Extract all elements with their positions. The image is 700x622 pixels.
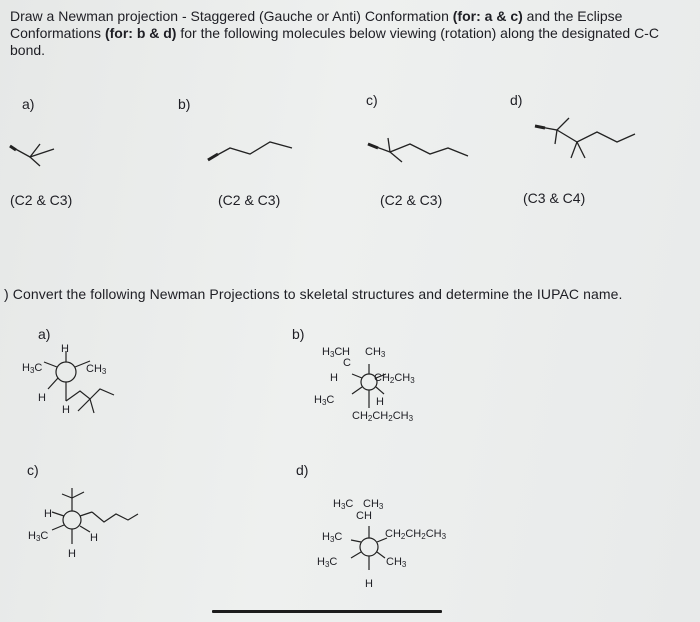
newman-c-back-right: H [90,532,98,544]
newman-b-top-c: C [343,357,351,369]
newman-d-bottom: H [365,578,373,590]
newman-a-right: $CH_3$ [86,363,107,376]
newman-b-top-h: H [342,346,350,358]
newman-a-bottom: H [62,404,70,416]
newman-b-top-group: $H_3C$ [322,346,343,359]
item-b-bond: (C2 & C3) [218,192,281,208]
newman-c-back-left: $H_3C$ [28,530,49,543]
item-b-label: b) [178,96,191,112]
question-2-marker: ) [4,286,9,302]
newman-d-label: d) [296,462,309,478]
newman-a-label: a) [38,326,51,342]
skeletal-structure-d [525,108,645,168]
newman-c-left: H [44,508,52,520]
skeletal-structure-b [200,130,300,170]
newman-d-back-right: $CH_3$ [386,556,407,569]
instructions-part-1: Draw a Newman projection - Staggered (Gauche or Anti) Conformation [10,8,453,24]
instructions-part-2: and the Eclipse Conformations [10,8,623,41]
item-a-label: a) [22,96,35,112]
newman-d-top-ch3: $CH_3$ [363,498,384,511]
newman-d-back-left: $H_3C$ [317,556,338,569]
instructions-text [10,8,690,59]
newman-b-top-ch3: $CH_3$ [365,346,386,359]
newman-c-bottom: H [68,548,76,560]
newman-d-right: $CH_2CH_2CH_3$ [385,528,447,541]
newman-a-left: $H_3C$ [22,362,43,375]
newman-b-bottom: $CH_2CH_2CH_3$ [352,410,414,423]
newman-b-back-left: $H_3C$ [314,394,335,407]
skeletal-structure-a [0,130,80,180]
newman-b-back-right: H [376,396,384,408]
newman-a-back-left: H [38,392,46,404]
item-d-bond: (C3 & C4) [523,190,586,206]
newman-projection-a [40,345,150,425]
newman-b-left: H [330,372,338,384]
newman-a-top: H [61,343,69,355]
item-c-label: c) [366,92,378,108]
instructions-bold-b-d: (for: b & d) [104,25,177,41]
instructions-part-3: for the following molecules below viewing (rotation) along the designated C-C bond. [10,25,659,58]
newman-b-label: b) [292,326,305,342]
newman-d-top-h3c: $H_3C$ [333,498,354,511]
item-d-label: d) [510,92,523,108]
newman-d-top-ch: CH [356,510,372,522]
item-a-bond: (C2 & C3) [10,192,73,208]
question-2-text: Convert the following Newman Projections to skeletal structures and determine the IUPAC name. [12,286,623,302]
home-indicator-bar [212,610,442,613]
newman-projection-c [40,488,150,558]
newman-d-left: $H_3C$ [322,531,343,544]
question-2 [4,286,623,302]
newman-c-label: c) [27,462,39,478]
skeletal-structure-c [360,128,480,173]
newman-b-right: $CH_2CH_3$ [374,372,415,385]
instructions-bold-a-c: (for: a & c) [452,8,523,24]
item-c-bond: (C2 & C3) [380,192,443,208]
